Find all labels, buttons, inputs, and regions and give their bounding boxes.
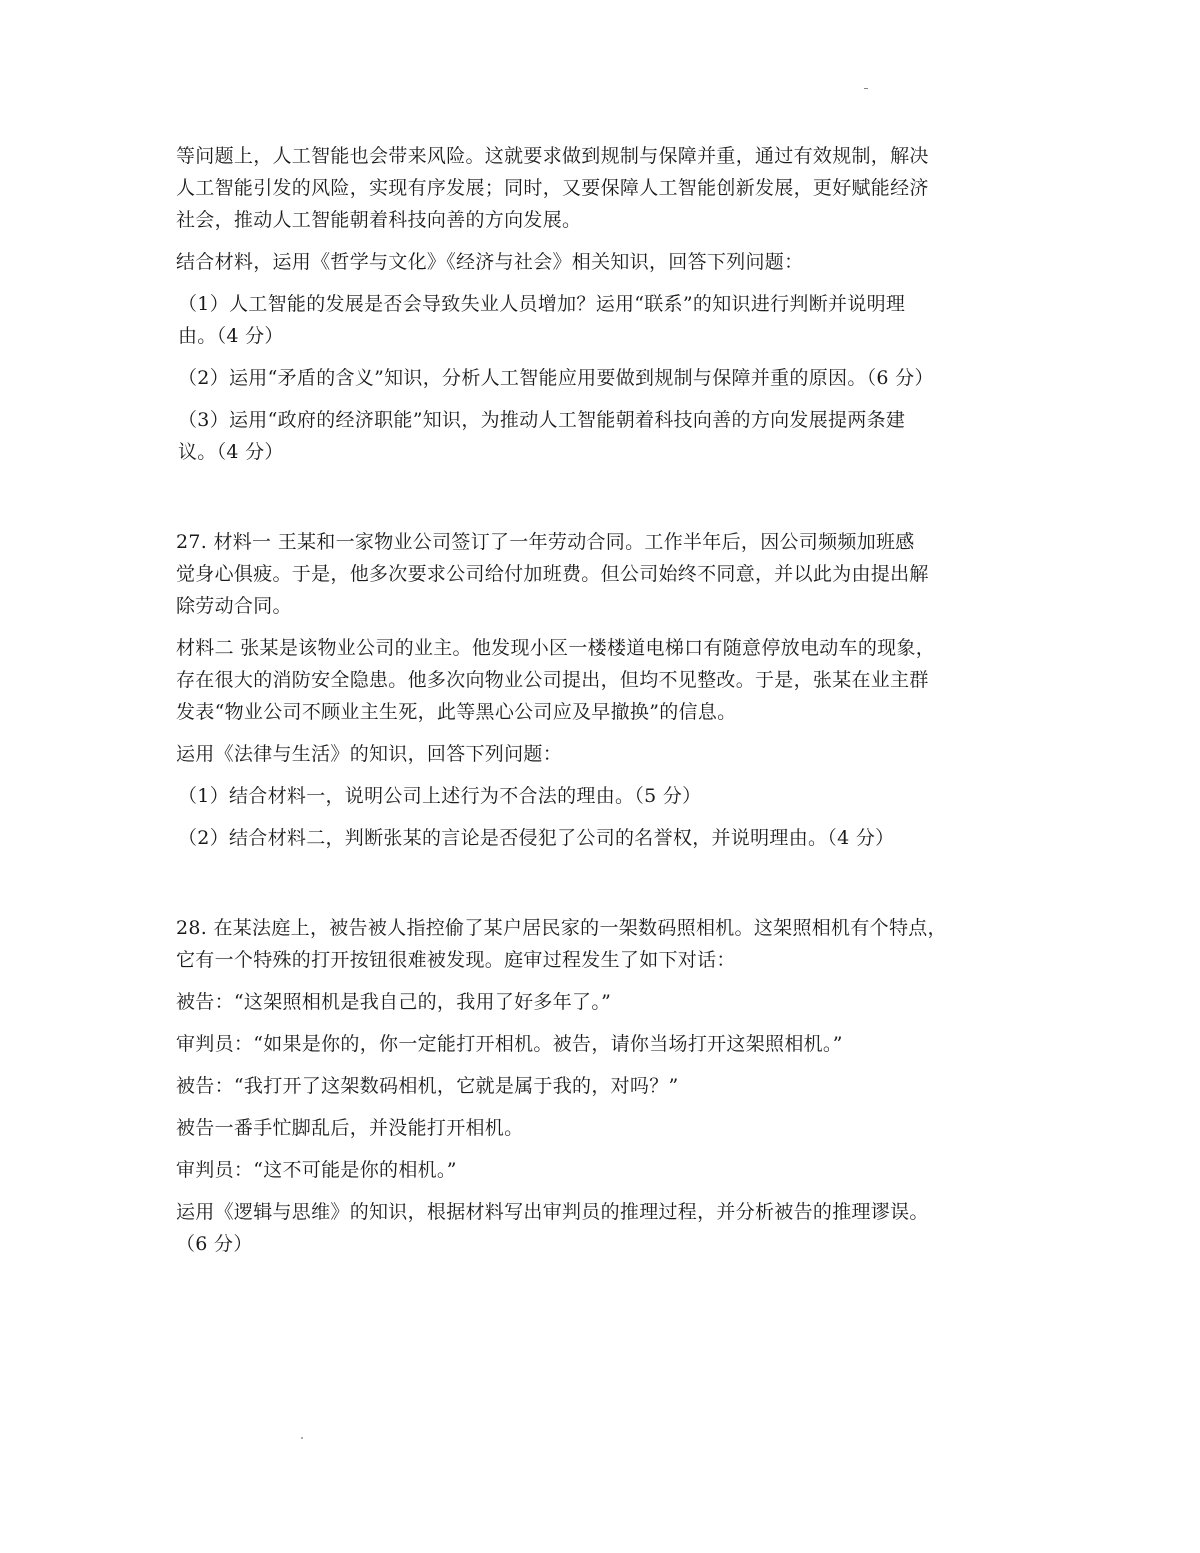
text-line: 存在很大的消防安全隐患。他多次向物业公司提出，但均不见整改。于是，张某在业主群 <box>176 669 929 691</box>
q26-subquestion-3 <box>178 404 1046 468</box>
text-line: 运用《法律与生活》的知识，回答下列问题： <box>176 743 563 765</box>
text-line: 发表“物业公司不顾业主生死，此等黑心公司应及早撤换”的信息。 <box>176 701 737 723</box>
q28-intro <box>176 912 1046 976</box>
text-line: （2）运用“矛盾的含义”知识，分析人工智能应用要做到规制与保障并重的原因。（6 分） <box>178 367 934 389</box>
q28-prompt <box>176 1196 1046 1260</box>
text-line: 议。（4 分） <box>178 441 284 463</box>
q27-subquestion-2 <box>178 822 1046 854</box>
text-line: （2）结合材料二，判断张某的言论是否侵犯了公司的名誉权，并说明理由。（4 分） <box>178 827 895 849</box>
text-line: （3）运用“政府的经济职能”知识，为推动人工智能朝着科技向善的方向发展提两条建 <box>178 409 906 431</box>
q28-dialogue-2 <box>176 1028 1046 1060</box>
text-line: 材料二 张某是该物业公司的业主。他发现小区一楼楼道电梯口有随意停放电动车的现象， <box>176 637 936 659</box>
text-line: 被告：“我打开了这架数码相机，它就是属于我的，对吗？” <box>176 1075 679 1097</box>
text-line: 被告：“这架照相机是我自己的，我用了好多年了。” <box>176 991 612 1013</box>
q27-material-2 <box>176 632 1046 728</box>
text-line: 结合材料，运用《哲学与文化》《经济与社会》相关知识，回答下列问题： <box>176 251 804 273</box>
q26-prompt <box>176 246 1046 278</box>
q27-material-1 <box>176 526 1046 622</box>
bottom-scan-mark <box>301 1437 303 1439</box>
q26-material-tail <box>176 140 1046 236</box>
text-line: （6 分） <box>176 1233 253 1255</box>
text-line: 觉身心俱疲。于是，他多次要求公司给付加班费。但公司始终不同意，并以此为由提出解 <box>176 563 929 585</box>
text-line: 等问题上，人工智能也会带来风险。这就要求做到规制与保障并重，通过有效规制，解决 <box>176 145 929 167</box>
text-line: 社会，推动人工智能朝着科技向善的方向发展。 <box>176 209 582 231</box>
text-line: 被告一番手忙脚乱后，并没能打开相机。 <box>176 1117 524 1139</box>
text-line: 审判员：“如果是你的，你一定能打开相机。被告，请你当场打开这架照相机。” <box>176 1033 843 1055</box>
q26-subquestion-2 <box>178 362 1046 394</box>
q28-dialogue-4 <box>176 1112 1046 1144</box>
text-line: （1）结合材料一，说明公司上述行为不合法的理由。（5 分） <box>178 785 702 807</box>
text-line: 由。（4 分） <box>178 325 284 347</box>
q27-subquestion-1 <box>178 780 1046 812</box>
top-scan-mark <box>864 88 868 89</box>
q28-dialogue-3 <box>176 1070 1046 1102</box>
text-line: 人工智能引发的风险，实现有序发展；同时，又要保障人工智能创新发展，更好赋能经济 <box>176 177 929 199</box>
q27-prompt <box>176 738 1046 770</box>
text-line: 除劳动合同。 <box>176 595 292 617</box>
q26-subquestion-1 <box>178 288 1046 352</box>
q28-dialogue-1 <box>176 986 1046 1018</box>
exam-page <box>176 140 1046 1270</box>
section-spacer <box>176 864 1046 912</box>
text-line: 28. 在某法庭上，被告被人指控偷了某户居民家的一架数码照相机。这架照相机有个特点， <box>176 917 947 939</box>
text-line: 审判员：“这不可能是你的相机。” <box>176 1159 457 1181</box>
text-line: 运用《逻辑与思维》的知识，根据材料写出审判员的推理过程，并分析被告的推理谬误。 <box>176 1201 929 1223</box>
text-line: 它有一个特殊的打开按钮很难被发现。庭审过程发生了如下对话： <box>176 949 736 971</box>
text-line: 27. 材料一 王某和一家物业公司签订了一年劳动合同。工作半年后，因公司频频加班感 <box>176 531 915 553</box>
section-spacer <box>176 478 1046 526</box>
q28-dialogue-5 <box>176 1154 1046 1186</box>
text-line: （1）人工智能的发展是否会导致失业人员增加？运用“联系”的知识进行判断并说明理 <box>178 293 906 315</box>
